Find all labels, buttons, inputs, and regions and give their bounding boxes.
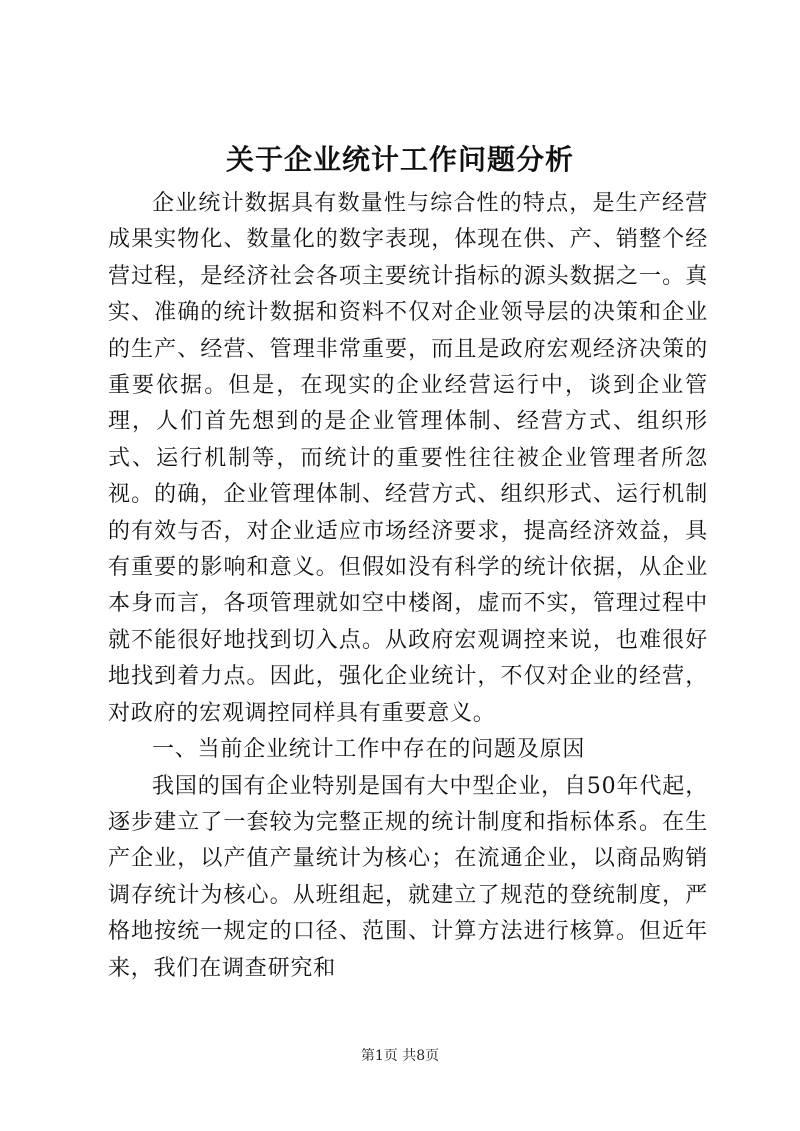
page-footer: 第1页 共8页 <box>360 1048 440 1064</box>
document-body <box>108 186 708 987</box>
paragraph-history: 我国的国有企业特别是国有大中型企业，自50年代起，逐步建立了一套较为完整正规的统计制度和指标体系。在生产企业，以产值产量统计为核心；在流通企业，以商品购销调存统计为核心。从班组起，就建立了规范的登统制度，严格地按统一规定的口径、范围、计算方法进行核算。但近年来，我们在调查研究和 <box>108 773 708 981</box>
paragraph-intro: 企业统计数据具有数量性与综合性的特点，是生产经营成果实物化、数量化的数字表现，体现在供、产、销整个经营过程，是经济社会各项主要统计指标的源头数据之一。真实、准确的统计数据和资料不仅对企业领导层的决策和企业的生产、经营、管理非常重要，而且是政府宏观经济决策的重要依据。但是，在现实的企业经营运行中，谈到企业管理，人们首先想到的是企业管理体制、经营方式、组织形式、运行机制等，而统计的重要性往往被企业管理者所忽视。的确，企业管理体制、经营方式、组织形式、运行机制的有效与否，对企业适应市场经济要求，提高经济效益，具有重要的影响和意义。但假如没有科学的统计依据，从企业本身而言，各项管理就如空中楼阁，虚而不实，管理过程中就不能很好地找到切入点。从政府宏观调控来说，也难很好地找到着力点。因此，强化企业统计，不仅对企业的经营，对政府的宏观调控同样具有重要意义。 <box>108 191 708 726</box>
section-heading: 一、当前企业统计工作中存在的问题及原因 <box>152 737 586 763</box>
document-title: 关于企业统计工作问题分析 <box>225 143 574 176</box>
